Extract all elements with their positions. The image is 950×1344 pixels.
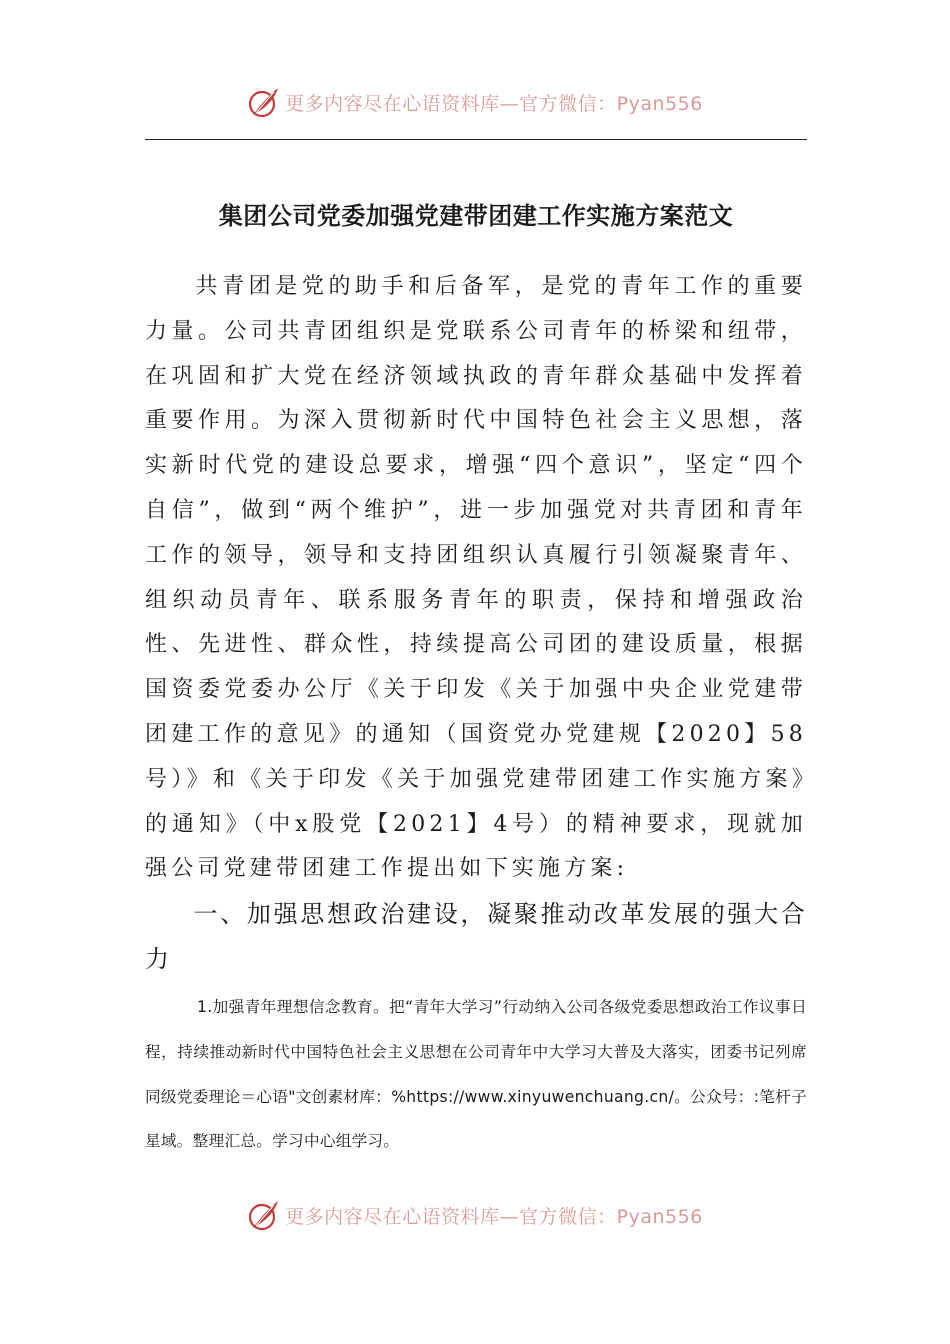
intro-text: 共青团是党的助手和后备军，是党的青年工作的重要力量。公司共青团组织是党联系公司青年的桥梁和纽带，在巩固和扩大党在经济领域执政的青年群众基础中发挥着重要作用。为深入贯彻新时代中国特色社会主义思想，落实新时代党的建设总要求，增强“四个意识”，坚定“四个自信”，做到“两个维护”，进一步加强党对共青团和青年工作的领导，领导和支持团组织认真履行引领凝聚青年、组织动员青年、联系服务青年的职责，保持和增强政治性、先进性、群众性，持续提高公司团的建设质量，根据国资委党委办公厅《关于印发《关于加强中央企业党建带团建工作的意见》的通知（国资党办党建规【2020】58号）》和《关于印发《关于加强党建带团建工作实施方案》的通知》（中x股党【2021】4号）的精神要求，现就加强公司党建带团建工作提出如下实施方案: xyxy=(145,274,807,882)
feather-pen-logo-icon xyxy=(247,85,281,119)
header-divider xyxy=(145,139,807,140)
section-1-heading-text: 一、加强思想政治建设，凝聚推动改革发展的强大合力 xyxy=(145,900,807,973)
item-1-text: 1.加强青年理想信念教育。把“青年大学习”行动纳入公司各级党委思想政治工作议事日程，持续推动新时代中国特色社会主义思想在公司青年中大学习大普及大落实，团委书记列席同级党委理论＝心语"文创素材库：%https://www.xinyuwenchuang.cn/。公众号：:笔杆子星域。整理汇总。学习中心组学习。 xyxy=(145,998,807,1151)
watermark-id: Pyan556 xyxy=(616,1205,703,1228)
feather-pen-logo-icon xyxy=(247,1198,281,1232)
watermark-id: Pyan556 xyxy=(616,92,703,115)
item-1-paragraph xyxy=(145,985,807,1164)
watermark-text: 更多内容尽在心语资料库—官方微信：Pyan556 xyxy=(285,1205,703,1228)
watermark-banner-bottom xyxy=(0,1193,950,1237)
watermark-banner-top xyxy=(0,80,950,124)
section-1-heading xyxy=(145,892,807,982)
watermark-text: 更多内容尽在心语资料库—官方微信：Pyan556 xyxy=(285,92,703,115)
intro-paragraph xyxy=(145,265,807,892)
document-title: 集团公司党委加强党建带团建工作实施方案范文 xyxy=(218,201,734,230)
